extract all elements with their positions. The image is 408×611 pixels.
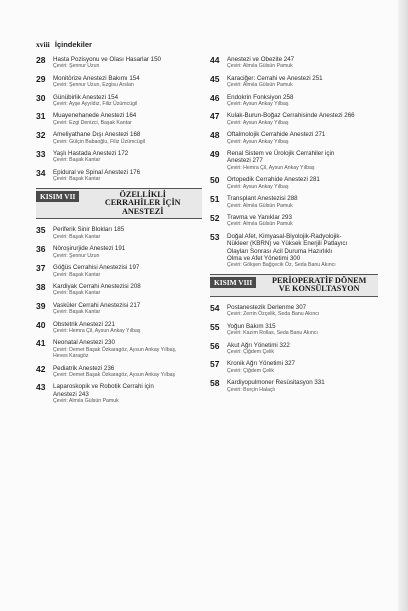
chapter-number: 57 xyxy=(210,359,220,370)
translator-credit: Çeviri: Başak Kantar xyxy=(53,176,101,183)
entry-body xyxy=(53,169,202,183)
chapter-number: 36 xyxy=(36,244,46,255)
toc-entry xyxy=(36,150,202,164)
toc-entry xyxy=(36,245,202,259)
toc-right-column xyxy=(210,56,378,398)
toc-entry xyxy=(210,342,378,356)
chapter-title: Muayenehanede Anestezi 164 xyxy=(53,112,137,120)
entry-body xyxy=(227,379,378,393)
entry-body xyxy=(53,339,202,359)
chapter-number: 49 xyxy=(210,149,220,160)
chapter-number: 32 xyxy=(36,130,46,141)
toc-entry xyxy=(210,75,378,89)
translator-credit: Çeviri: Gökşen Bağçecik Öz, Seda Banu Akıncı xyxy=(227,262,336,269)
entry-body xyxy=(53,365,202,379)
chapter-title: Ameliyathane Dışı Anestezi 168 xyxy=(53,131,141,139)
toc-entry xyxy=(210,150,378,171)
translator-credit: Çeviri: Demet Başak Özkaragöz, Aysun Ankay Yılbaş, Heves Karagöz xyxy=(53,346,177,360)
toc-entry xyxy=(210,379,378,393)
translator-credit: Çeviri: Aysun Ankay Yılbaş xyxy=(227,119,289,126)
chapter-number: 53 xyxy=(210,231,220,242)
translator-credit: Çeviri: Şennur Uzun xyxy=(53,252,100,259)
toc-entry xyxy=(36,226,202,240)
chapter-number: 41 xyxy=(36,338,46,349)
toc-entry xyxy=(210,94,378,108)
entry-body xyxy=(227,214,378,228)
chapter-title: Yaşlı Hastada Anestezi 172 xyxy=(53,150,129,158)
translator-credit: Çeviri: Almıla Gülsün Pamuk xyxy=(227,221,293,228)
entry-body xyxy=(53,150,202,164)
toc-entry xyxy=(210,360,378,374)
chapter-number: 47 xyxy=(210,111,220,122)
translator-credit: Çeviri: Hemra Çil, Aysun Ankay Yılbaş xyxy=(227,164,315,171)
toc-group-right-a xyxy=(210,56,378,269)
chapter-number: 29 xyxy=(36,73,46,84)
chapter-title: Yoğun Bakım 315 xyxy=(227,322,276,330)
chapter-title: Endokrin Fonksiyon 258 xyxy=(227,93,294,101)
translator-credit: Çeviri: Başak Kantar xyxy=(53,290,101,297)
toc-entry xyxy=(210,131,378,145)
entry-body xyxy=(53,383,202,404)
section-header-viii xyxy=(210,274,378,297)
toc-entry xyxy=(36,169,202,183)
translator-credit: Çeviri: Hemra Çil, Aysun Ankay Yılbaş xyxy=(53,327,141,334)
entry-body xyxy=(227,195,378,209)
chapter-number: 56 xyxy=(210,340,220,351)
chapter-title: Ortopedik Cerrahide Anestezi 281 xyxy=(227,176,320,184)
chapter-title: Göğüs Cerrahisi Anestezisi 197 xyxy=(53,264,140,272)
chapter-title: Epidural ve Spinal Anestezi 176 xyxy=(53,168,141,176)
chapter-title: Postanestezik Derlenme 307 xyxy=(227,303,307,311)
translator-credit: Çeviri: Şennur Uzun, Ezgisu Arslan xyxy=(53,82,134,89)
chapter-title: Nöroşirurjide Anestezi 191 xyxy=(53,245,126,253)
entry-body xyxy=(53,283,202,297)
chapter-title: Anestezi ve Obezite 247 xyxy=(227,56,295,63)
chapter-number: 39 xyxy=(36,300,46,311)
page-edge xyxy=(398,0,408,611)
entry-body xyxy=(227,304,378,318)
entry-body xyxy=(227,342,378,356)
entry-body xyxy=(53,112,202,126)
entry-body xyxy=(53,321,202,335)
entry-body xyxy=(227,112,378,126)
chapter-number: 35 xyxy=(36,225,46,236)
translator-credit: Çeviri: Burçin Halaçlı xyxy=(227,386,276,393)
page-header xyxy=(36,40,92,49)
chapter-title: Pediatrik Anestezi 236 xyxy=(53,364,115,372)
translator-credit: Çeviri: Şennur Uzun xyxy=(53,63,100,70)
chapter-number: 46 xyxy=(210,92,220,103)
toc-entry xyxy=(210,56,378,70)
entry-body xyxy=(227,75,378,89)
entry-body xyxy=(53,94,202,108)
chapter-title: Kardiyak Cerrahi Anestezisi 208 xyxy=(53,282,141,290)
toc-group-left-a xyxy=(36,56,202,183)
toc-entry xyxy=(36,264,202,278)
toc-entry xyxy=(36,94,202,108)
chapter-number: 30 xyxy=(36,92,46,103)
entry-body xyxy=(227,323,378,337)
toc-entry xyxy=(210,214,378,228)
toc-entry xyxy=(210,304,378,318)
chapter-number: 45 xyxy=(210,73,220,84)
translator-credit: Çeviri: Almıla Gülsün Pamuk xyxy=(53,398,119,405)
entry-body xyxy=(227,360,378,374)
entry-body xyxy=(227,233,378,269)
chapter-number: 54 xyxy=(210,302,220,313)
chapter-title: Karaciğer: Cerrahi ve Anestezi 251 xyxy=(227,74,323,82)
toc-entry xyxy=(210,176,378,190)
chapter-number: 28 xyxy=(36,55,46,65)
translator-credit: Çeviri: Zerrin Özçelik, Seda Banu Akıncı xyxy=(227,311,320,318)
chapter-number: 37 xyxy=(36,263,46,274)
chapter-number: 55 xyxy=(210,321,220,332)
translator-credit: Çeviri: Başak Kantar xyxy=(53,157,101,164)
chapter-number: 43 xyxy=(36,382,46,393)
section-header-vii xyxy=(36,188,202,220)
chapter-number: 48 xyxy=(210,130,220,141)
toc-entry xyxy=(36,131,202,145)
toc-entry xyxy=(36,383,202,404)
toc-entry xyxy=(36,283,202,297)
toc-entry xyxy=(36,75,202,89)
chapter-title: Vasküler Cerrahi Anestezisi 217 xyxy=(53,301,141,309)
translator-credit: Çeviri: Ayşe Ayyıldız, Filiz Üzümcügil xyxy=(53,101,138,108)
chapter-title: Oftalmolojik Cerrahide Anestezi 271 xyxy=(227,131,326,139)
toc-entry xyxy=(36,321,202,335)
translator-credit: Çeviri: Aysun Ankay Yılbaş xyxy=(227,138,289,145)
translator-credit: Çeviri: Almıla Gülsün Pamuk xyxy=(227,82,293,89)
chapter-number: 38 xyxy=(36,281,46,292)
translator-credit: Çeviri: Aysun Ankay Yılbaş xyxy=(227,183,289,190)
translator-credit: Çeviri: Çiğdem Çelik xyxy=(227,348,274,355)
chapter-title: Kronik Ağrı Yönetimi 327 xyxy=(227,360,295,368)
chapter-title: Günübirlik Anestezi 154 xyxy=(53,93,119,101)
entry-body xyxy=(53,264,202,278)
toc-entry xyxy=(36,302,202,316)
translator-credit: Çeviri: Aysun Ankay Yılbaş xyxy=(227,101,289,108)
chapter-number: 33 xyxy=(36,149,46,160)
translator-credit: Çeviri: Kazım Rollas, Seda Banu Akıncı xyxy=(227,330,318,337)
translator-credit: Çeviri: Ezgi Denizci, Başak Kantar xyxy=(53,119,132,126)
chapter-number: 44 xyxy=(210,55,220,65)
toc-entry xyxy=(36,112,202,126)
chapter-title: Kardiyopulmoner Resüsitasyon 331 xyxy=(227,379,325,387)
entry-body xyxy=(53,75,202,89)
entry-body xyxy=(53,302,202,316)
entry-body xyxy=(227,94,378,108)
chapter-number: 52 xyxy=(210,212,220,223)
section-title: PERİOPERATİF DÖNEM VE KONSÜLTASYON xyxy=(271,275,367,294)
toc-entry xyxy=(36,56,202,70)
chapter-title: Transplant Anestezisi 288 xyxy=(227,195,298,203)
chapter-title: Periferik Sinir Blokları 185 xyxy=(53,226,125,234)
entry-body xyxy=(53,245,202,259)
section-part-label: KISIM VIII xyxy=(210,277,256,288)
chapter-title: Monitörize Anestezi Bakımı 154 xyxy=(53,74,140,82)
chapter-title: Travma ve Yanıklar 293 xyxy=(227,213,292,221)
toc-left-column xyxy=(36,56,202,410)
chapter-title: Doğal Afet, Kimyasal-Biyolojik-Radyolojik- Nükleer (KBRN) ve Yüksek Enerjili Patlayıcı Olayları Sonrası Acil Duruma Hazırlıklı Olma ve Afet Yönetimi 300 xyxy=(227,232,348,262)
page-number: xviii xyxy=(36,40,50,49)
chapter-number: 40 xyxy=(36,319,46,330)
translator-credit: Çeviri: Demet Başak Özkaragöz, Aysun Ankay Yılbaş xyxy=(53,371,176,378)
entry-body xyxy=(227,150,378,171)
entry-body xyxy=(227,131,378,145)
header-title: İçindekiler xyxy=(54,40,92,49)
chapter-number: 31 xyxy=(36,111,46,122)
translator-credit: Çeviri: Almıla Gülsün Pamuk xyxy=(227,202,293,209)
entry-body xyxy=(53,226,202,240)
translator-credit: Çeviri: Çiğdem Çelik xyxy=(227,367,274,374)
chapter-title: Hasta Pozisyonu ve Olası Hasarlar 150 xyxy=(53,56,161,63)
toc-entry xyxy=(36,365,202,379)
translator-credit: Çeviri: Almıla Gülsün Pamuk xyxy=(227,63,293,70)
chapter-number: 50 xyxy=(210,175,220,186)
translator-credit: Çeviri: Başak Kantar xyxy=(53,309,101,316)
entry-body xyxy=(53,56,202,70)
section-part-label: KISIM VII xyxy=(36,191,79,202)
entry-body xyxy=(227,176,378,190)
toc-group-left-b xyxy=(36,226,202,404)
section-title: ÖZELLİKLİ CERRAHİLER İÇİN ANESTEZİ xyxy=(104,189,181,216)
toc-entry xyxy=(210,323,378,337)
chapter-number: 58 xyxy=(210,378,220,389)
entry-body xyxy=(227,56,378,70)
chapter-title: Laparoskopik ve Robotik Cerrahi için Anestezi 243 xyxy=(53,383,154,398)
chapter-title: Neonatal Anestezi 230 xyxy=(53,339,115,347)
chapter-number: 51 xyxy=(210,194,220,205)
chapter-title: Obstetrik Anestezi 221 xyxy=(53,320,115,328)
toc-entry xyxy=(36,339,202,359)
chapter-number: 42 xyxy=(36,363,46,374)
entry-body xyxy=(53,131,202,145)
translator-credit: Çeviri: Başak Kantar xyxy=(53,271,101,278)
toc-entry xyxy=(210,195,378,209)
translator-credit: Çeviri: Başak Kantar xyxy=(53,233,101,240)
chapter-title: Akut Ağrı Yönetimi 322 xyxy=(227,341,290,349)
chapter-title: Renal Sistem ve Ürolojik Cerrahiler için Anestezi 277 xyxy=(227,150,335,165)
toc-group-right-b xyxy=(210,304,378,393)
toc-entry xyxy=(210,112,378,126)
chapter-number: 34 xyxy=(36,167,46,178)
toc-entry xyxy=(210,233,378,269)
translator-credit: Çeviri: Gülçin Babaoğlu, Filiz Üzümcügil xyxy=(53,138,145,145)
chapter-title: Kulak-Burun-Boğaz Cerrahisinde Anestezi 266 xyxy=(227,112,355,120)
